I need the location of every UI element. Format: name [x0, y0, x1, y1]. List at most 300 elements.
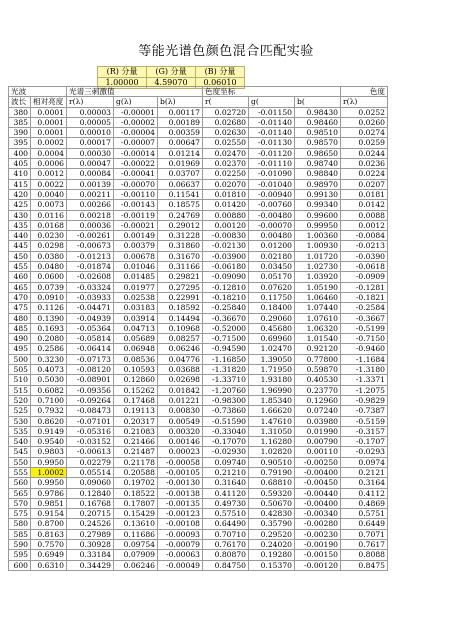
- table-cell: 1.39050: [249, 354, 295, 364]
- table-cell: 0.10968: [158, 323, 203, 333]
- table-cell: 0.15429: [114, 509, 158, 519]
- table-cell: 1.03920: [295, 272, 341, 282]
- table-cell: 0.3230: [31, 354, 67, 364]
- table-row: [9, 488, 388, 498]
- table-cell: -0.5199: [341, 323, 388, 333]
- table-cell: 405: [9, 159, 31, 169]
- table-cell: 0.21210: [203, 467, 249, 477]
- table-cell: 435: [9, 220, 31, 230]
- header-col: r(λ): [67, 97, 114, 107]
- table-row: [9, 354, 388, 364]
- table-cell: 475: [9, 303, 31, 313]
- table-row: [9, 323, 388, 333]
- table-cell: 0.29060: [249, 313, 295, 323]
- table-cell: 0.2586: [31, 344, 67, 354]
- table-cell: 0.0252: [341, 107, 388, 117]
- table-cell: -0.1281: [341, 282, 388, 292]
- table-cell: 450: [9, 251, 31, 261]
- table-cell: 0.01842: [158, 385, 203, 395]
- table-cell: -0.33040: [203, 426, 249, 436]
- table-cell: 0.5030: [31, 375, 67, 385]
- table-row: [9, 560, 388, 570]
- table-cell: 0.02070: [203, 179, 249, 189]
- table-cell: -0.7387: [341, 406, 388, 416]
- table-cell: 0.6082: [31, 385, 67, 395]
- table-cell: -0.00070: [249, 220, 295, 230]
- table-cell: -0.01140: [249, 117, 295, 127]
- table-cell: 0.18575: [158, 200, 203, 210]
- table-cell: 0.12960: [295, 395, 341, 405]
- header-col: b(: [295, 97, 341, 107]
- table-cell: 1.93180: [249, 375, 295, 385]
- table-cell: -0.00135: [158, 498, 203, 508]
- table-cell: 0.01046: [114, 262, 158, 272]
- table-cell: 0.02550: [203, 138, 249, 148]
- table-cell: 0.29821: [158, 272, 203, 282]
- table-cell: 0.00005: [67, 117, 114, 127]
- table-cell: -0.73860: [203, 406, 249, 416]
- table-cell: 0.07909: [114, 550, 158, 560]
- table-cell: 0.98510: [295, 128, 341, 138]
- table-cell: 0.7570: [31, 540, 67, 550]
- table-cell: 0.15262: [114, 385, 158, 395]
- table-cell: -0.00613: [67, 447, 114, 457]
- table-cell: -0.01120: [249, 148, 295, 158]
- table-cell: -0.00063: [158, 550, 203, 560]
- table-cell: -0.08473: [67, 406, 114, 416]
- table-cell: -1.33710: [203, 375, 249, 385]
- table-cell: -0.00105: [158, 467, 203, 477]
- table-cell: -0.02930: [203, 447, 249, 457]
- table-cell: 0.2080: [31, 334, 67, 344]
- table-cell: 0.24020: [249, 540, 295, 550]
- table-cell: 0.7617: [341, 540, 388, 550]
- table-cell: 0.9950: [31, 457, 67, 467]
- table-cell: -0.00940: [249, 189, 295, 199]
- table-cell: 420: [9, 189, 31, 199]
- table-cell: -0.00230: [295, 529, 341, 539]
- table-cell: 0.19113: [114, 406, 158, 416]
- table-cell: 1.05190: [295, 282, 341, 292]
- table-cell: 565: [9, 488, 31, 498]
- table-cell: 0.10593: [114, 365, 158, 375]
- table-cell: 0.8620: [31, 416, 67, 426]
- table-cell: 510: [9, 375, 31, 385]
- table-cell: -0.04939: [67, 313, 114, 323]
- table-row: [9, 334, 388, 344]
- table-cell: 0.06246: [158, 344, 203, 354]
- table-cell: 0.8475: [341, 560, 388, 570]
- table-cell: -0.00150: [295, 550, 341, 560]
- table-cell: 0.20588: [114, 467, 158, 477]
- table-cell: 0.33184: [67, 550, 114, 560]
- table-cell: -0.00004: [114, 128, 158, 138]
- table-cell: 0.24526: [67, 519, 114, 529]
- table-cell: 0.02538: [114, 292, 158, 302]
- table-cell: 0.0224: [341, 169, 388, 179]
- table-cell: 0.6449: [341, 519, 388, 529]
- table-cell: 0.9851: [31, 498, 67, 508]
- table-cell: 0.29520: [249, 529, 295, 539]
- table-cell: 0.09754: [114, 540, 158, 550]
- table-cell: 540: [9, 437, 31, 447]
- table-cell: 0.02720: [203, 107, 249, 117]
- table-cell: 0.09740: [203, 457, 249, 467]
- table-cell: 0.7932: [31, 406, 67, 416]
- table-row: [9, 231, 388, 241]
- table-cell: 0.0236: [341, 159, 388, 169]
- table-cell: 0.0001: [31, 117, 67, 127]
- header-sanci: 光谱三刺激值: [67, 87, 203, 97]
- table-cell: -0.17070: [203, 437, 249, 447]
- table-cell: 555: [9, 467, 31, 477]
- table-cell: 0.12840: [67, 488, 114, 498]
- table-cell: 0.01485: [114, 272, 158, 282]
- table-cell: -0.2584: [341, 303, 388, 313]
- table-cell: 0.07620: [249, 282, 295, 292]
- table-row: [9, 447, 388, 457]
- header-col: g(λ): [114, 97, 158, 107]
- table-cell: 0.02680: [203, 117, 249, 127]
- table-cell: -0.00022: [114, 159, 158, 169]
- table-cell: 0.79190: [249, 467, 295, 477]
- table-cell: 0.45680: [249, 323, 295, 333]
- table-cell: 0.00379: [114, 241, 158, 251]
- table-cell: 0.00017: [67, 138, 114, 148]
- table-cell: 525: [9, 406, 31, 416]
- header-col: 相对亮度: [31, 97, 67, 107]
- table-cell: 0.18400: [249, 303, 295, 313]
- table-cell: 0.0088: [341, 210, 388, 220]
- table-cell: -0.03152: [67, 437, 114, 447]
- table-cell: 410: [9, 169, 31, 179]
- table-cell: 530: [9, 416, 31, 426]
- table-cell: 0.00830: [158, 406, 203, 416]
- ratio-label-r: (R) 分量: [98, 67, 147, 78]
- table-cell: -0.0618: [341, 262, 388, 272]
- table-cell: 0.00211: [67, 189, 114, 199]
- table-cell: -0.0293: [341, 447, 388, 457]
- table-cell: 0.02370: [203, 159, 249, 169]
- table-cell: 0.1126: [31, 303, 67, 313]
- table-cell: -0.00138: [158, 488, 203, 498]
- table-cell: 1.66620: [249, 406, 295, 416]
- table-cell: 0.0739: [31, 282, 67, 292]
- table-cell: 0.9540: [31, 437, 67, 447]
- table-cell: 0.01969: [158, 159, 203, 169]
- table-cell: 1.96990: [249, 385, 295, 395]
- table-cell: 580: [9, 519, 31, 529]
- table-cell: 1.07440: [295, 303, 341, 313]
- table-cell: 0.11686: [114, 529, 158, 539]
- table-cell: 1.47610: [249, 416, 295, 426]
- table-cell: 0.19702: [114, 478, 158, 488]
- page-title: 等能光谱色颜色混合匹配实验: [138, 44, 314, 59]
- table-cell: -0.01140: [249, 128, 295, 138]
- table-cell: -0.00021: [114, 220, 158, 230]
- table-cell: 0.99600: [295, 210, 341, 220]
- table-cell: 0.21487: [114, 447, 158, 457]
- table-cell: -0.07101: [67, 416, 114, 426]
- table-cell: 1.06460: [295, 292, 341, 302]
- table-cell: -0.0213: [341, 241, 388, 251]
- table-cell: 0.98430: [295, 107, 341, 117]
- table-cell: 0.30928: [67, 540, 114, 550]
- table-cell: 0.02470: [203, 148, 249, 158]
- table-row: [9, 519, 388, 529]
- table-cell: 1.85340: [249, 395, 295, 405]
- table-cell: 0.4112: [341, 488, 388, 498]
- table-cell: 0.00880: [203, 210, 249, 220]
- table-cell: 0.0040: [31, 189, 67, 199]
- table-cell: 1.02730: [295, 262, 341, 272]
- table-cell: 480: [9, 313, 31, 323]
- table-cell: 0.02630: [203, 128, 249, 138]
- table-cell: 0.98570: [295, 138, 341, 148]
- table-cell: 0.01420: [203, 200, 249, 210]
- table-cell: -0.00014: [114, 148, 158, 158]
- table-cell: 0.41120: [203, 488, 249, 498]
- table-cell: 0.00480: [249, 231, 295, 241]
- table-cell: 0.84750: [203, 560, 249, 570]
- table-cell: -0.0084: [341, 231, 388, 241]
- table-cell: 1.01540: [295, 334, 341, 344]
- table-cell: -0.12810: [203, 282, 249, 292]
- table-cell: 0.21466: [114, 437, 158, 447]
- table-cell: 0.01200: [249, 241, 295, 251]
- table-cell: 0.0298: [31, 241, 67, 251]
- table-cell: 0.80870: [203, 550, 249, 560]
- table-cell: -0.00830: [203, 231, 249, 241]
- table-cell: 0.00647: [158, 138, 203, 148]
- ratio-label-b: (B) 分量: [196, 67, 245, 78]
- table-cell: -0.00760: [249, 200, 295, 210]
- table-cell: 0.06637: [158, 179, 203, 189]
- table-cell: -0.00440: [295, 488, 341, 498]
- header-sedu2: 色度: [341, 87, 388, 97]
- table-cell: -0.36670: [203, 313, 249, 323]
- table-cell: -0.00340: [295, 509, 341, 519]
- table-cell: 585: [9, 529, 31, 539]
- table-cell: 490: [9, 334, 31, 344]
- table-cell: 0.8700: [31, 519, 67, 529]
- table-cell: 0.31640: [203, 478, 249, 488]
- table-cell: -0.05814: [67, 334, 114, 344]
- table-cell: 0.08536: [114, 354, 158, 364]
- table-cell: 0.0006: [31, 159, 67, 169]
- table-cell: 0.00047: [67, 159, 114, 169]
- table-cell: -0.9460: [341, 344, 388, 354]
- table-cell: 600: [9, 560, 31, 570]
- table-cell: 0.21083: [114, 426, 158, 436]
- table-cell: 0.98740: [295, 159, 341, 169]
- table-cell: -0.06414: [67, 344, 114, 354]
- table-cell: -0.00190: [295, 540, 341, 550]
- table-cell: 0.76170: [203, 540, 249, 550]
- table-cell: 0.98460: [295, 117, 341, 127]
- table-cell: 0.5751: [341, 509, 388, 519]
- table-cell: -0.08120: [67, 365, 114, 375]
- table-cell: -0.00280: [295, 519, 341, 529]
- table-cell: 0.00036: [67, 220, 114, 230]
- table-cell: 0.70710: [203, 529, 249, 539]
- table-row: [9, 179, 388, 189]
- table-cell: 0.50670: [249, 498, 295, 508]
- table-cell: -0.01090: [249, 169, 295, 179]
- table-cell: 0.06948: [114, 344, 158, 354]
- ratio-value-b: 0.06010: [196, 78, 245, 89]
- table-cell: 0.59870: [295, 365, 341, 375]
- table-cell: 0.01221: [158, 395, 203, 405]
- table-cell: 0.0480: [31, 262, 67, 272]
- table-cell: 0.20715: [67, 509, 114, 519]
- table-row: [9, 117, 388, 127]
- table-cell: -1.20760: [203, 385, 249, 395]
- table-cell: 0.00010: [67, 128, 114, 138]
- table-cell: -0.5159: [341, 416, 388, 426]
- table-cell: 0.02279: [67, 457, 114, 467]
- table-cell: -0.9829: [341, 395, 388, 405]
- table-cell: -0.00119: [114, 210, 158, 220]
- table-cell: 440: [9, 231, 31, 241]
- table-cell: 1.16280: [249, 437, 295, 447]
- table-cell: 0.0380: [31, 251, 67, 261]
- table-cell: 1.07610: [295, 313, 341, 323]
- table-cell: -0.00041: [114, 169, 158, 179]
- table-row: [9, 509, 388, 519]
- table-cell: 0.0001: [31, 128, 67, 138]
- table-cell: 0.04776: [158, 354, 203, 364]
- ratio-value-r: 1.00000: [98, 78, 147, 89]
- table-cell: 0.03914: [114, 313, 158, 323]
- table-cell: 0.2121: [341, 467, 388, 477]
- table-cell: 0.02250: [203, 169, 249, 179]
- table-cell: -0.09090: [203, 272, 249, 282]
- table-cell: 385: [9, 117, 31, 127]
- table-cell: 0.0142: [341, 200, 388, 210]
- table-cell: -0.00400: [295, 467, 341, 477]
- table-row: [9, 426, 388, 436]
- table-cell: -0.09356: [67, 385, 114, 395]
- table-cell: 0.9786: [31, 488, 67, 498]
- table-row: [9, 107, 388, 117]
- table-cell: 0.0260: [341, 117, 388, 127]
- table-cell: -0.05364: [67, 323, 114, 333]
- table-cell: -0.00079: [158, 540, 203, 550]
- table-row: [9, 395, 388, 405]
- table-row: [9, 375, 388, 385]
- header-row-1: [9, 87, 388, 97]
- table-row: [9, 262, 388, 272]
- table-cell: 400: [9, 148, 31, 158]
- table-cell: 1.06320: [295, 323, 341, 333]
- table-cell: 575: [9, 509, 31, 519]
- table-cell: -0.00007: [114, 138, 158, 148]
- table-row: [9, 138, 388, 148]
- table-cell: -0.94590: [203, 344, 249, 354]
- table-cell: 0.27295: [158, 282, 203, 292]
- table-cell: -0.08901: [67, 375, 114, 385]
- table-cell: 0.0230: [31, 231, 67, 241]
- table-row: [9, 148, 388, 158]
- table-cell: 0.99950: [295, 220, 341, 230]
- table-cell: 0.99130: [295, 189, 341, 199]
- header-guangbo: 光波: [9, 87, 67, 97]
- table-cell: -0.03933: [67, 292, 114, 302]
- table-cell: 1.02470: [249, 344, 295, 354]
- table-cell: 0.0004: [31, 148, 67, 158]
- table-cell: 0.11750: [249, 292, 295, 302]
- table-cell: 0.92120: [295, 344, 341, 354]
- table-row: [9, 498, 388, 508]
- table-cell: -0.03324: [67, 282, 114, 292]
- table-row: [9, 303, 388, 313]
- table-cell: -0.0390: [341, 251, 388, 261]
- spectral-data-table: [8, 86, 388, 571]
- table-cell: 395: [9, 138, 31, 148]
- table-cell: 1.00360: [295, 231, 341, 241]
- table-cell: 0.9149: [31, 426, 67, 436]
- table-cell: -1.16850: [203, 354, 249, 364]
- table-cell: 0.0022: [31, 179, 67, 189]
- table-cell: 0.06246: [114, 560, 158, 570]
- table-cell: 0.15370: [249, 560, 295, 570]
- table-row: [9, 159, 388, 169]
- header-row-2: [9, 97, 388, 107]
- table-row: [9, 406, 388, 416]
- table-cell: 0.11541: [158, 189, 203, 199]
- table-cell: 0.69960: [249, 334, 295, 344]
- table-cell: -0.00261: [67, 231, 114, 241]
- table-cell: 0.13610: [114, 519, 158, 529]
- table-cell: 0.24769: [158, 210, 203, 220]
- table-cell: -0.09264: [67, 395, 114, 405]
- table-cell: -1.1684: [341, 354, 388, 364]
- table-cell: 0.40530: [295, 375, 341, 385]
- table-cell: 1.0002: [31, 467, 67, 477]
- table-cell: 1.02820: [249, 447, 295, 457]
- table-row: [9, 457, 388, 467]
- table-cell: 0.03183: [114, 303, 158, 313]
- table-cell: -0.18210: [203, 292, 249, 302]
- table-row: [9, 540, 388, 550]
- table-row: [9, 467, 388, 477]
- table-row: [9, 416, 388, 426]
- table-cell: 0.59320: [249, 488, 295, 498]
- table-cell: -0.98300: [203, 395, 249, 405]
- table-cell: 0.0259: [341, 138, 388, 148]
- table-cell: -0.06180: [203, 262, 249, 272]
- table-cell: 505: [9, 365, 31, 375]
- table-cell: 0.0181: [341, 189, 388, 199]
- table-cell: 0.57510: [203, 509, 249, 519]
- table-cell: 0.9154: [31, 509, 67, 519]
- table-cell: 0.00678: [114, 251, 158, 261]
- table-cell: 1.01720: [295, 251, 341, 261]
- table-row: [9, 313, 388, 323]
- table-cell: -0.00130: [158, 478, 203, 488]
- table-cell: -0.1707: [341, 437, 388, 447]
- table-cell: 0.05514: [67, 467, 114, 477]
- table-cell: -1.3180: [341, 365, 388, 375]
- table-row: [9, 189, 388, 199]
- table-cell: 0.02698: [158, 375, 203, 385]
- table-cell: -0.7150: [341, 334, 388, 344]
- table-cell: -0.00001: [114, 107, 158, 117]
- table-cell: 0.1693: [31, 323, 67, 333]
- table-cell: -0.3667: [341, 313, 388, 323]
- table-cell: 550: [9, 457, 31, 467]
